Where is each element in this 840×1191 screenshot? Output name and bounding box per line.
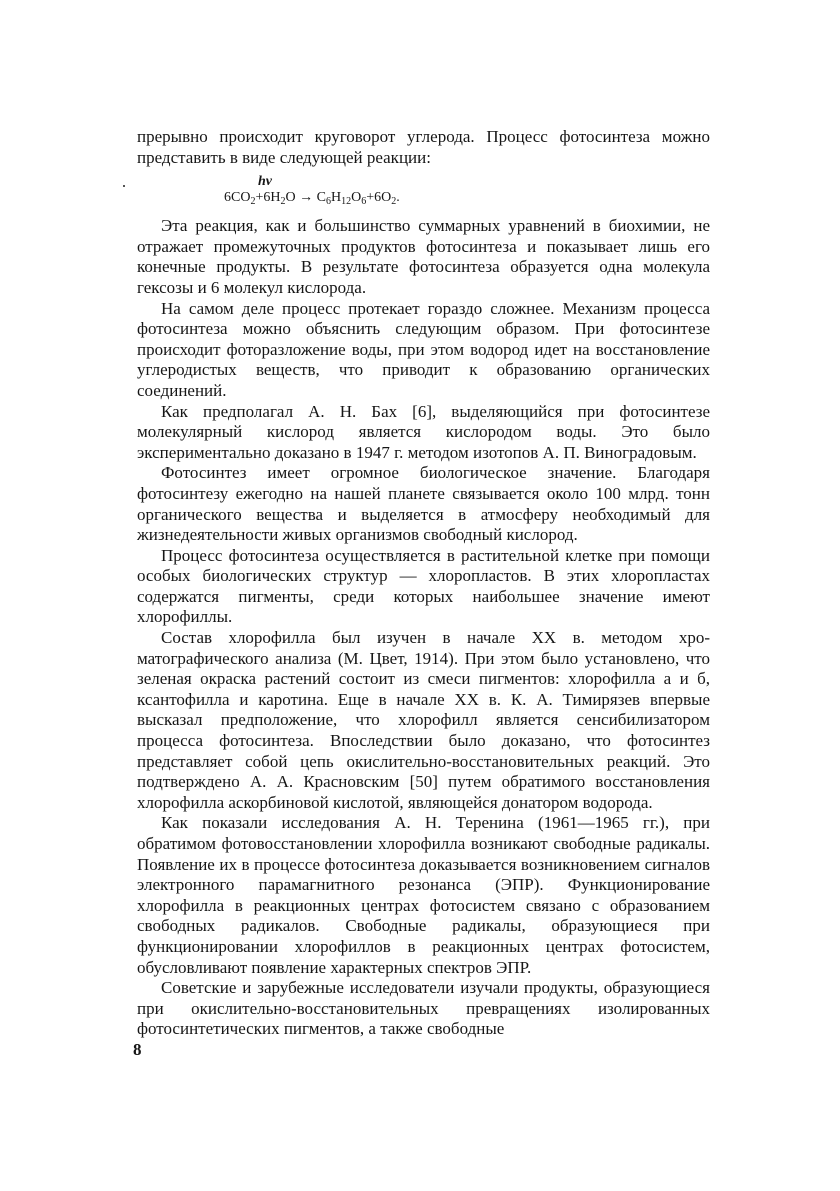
print-speck: [123, 185, 125, 187]
paragraph-2: Эта реакция, как и большинство суммарных уравнений в биохимии, не отражает промежуточных продуктов фотосинтеза и показывает лишь его конечные продукты. В результате фотосинтеза образуется одна молекула гексозы и 6 молекул кислорода.: [137, 216, 710, 297]
paragraph-5: Фотосинтез имеет огромное биологическое значение. Благодаря фотосинтезу ежегодно на нашей планете связывается около 100 млрд. тонн органического вещества и выделяется в атмосферу необходимый для жизнедеятельности живых организмов свободный кислород.: [137, 463, 710, 545]
paragraph-3: На самом деле процесс протекает гораздо сложнее. Механизм процесса фотосинтеза можно объяснить следующим образом. При фотосинтезе происходит фоторазложение воды, при этом водород идет на восстановление углеродистых веществ, что приводит к образованию органических соединений.: [137, 298, 710, 400]
photosynthesis-equation: [137, 170, 710, 210]
equation-catalyst: hv: [258, 174, 272, 190]
equation-arrow: →: [295, 190, 317, 206]
paragraph-7: Состав хлорофилла был изучен в начале XX в. методом хроматографического анализа (М. Цвет, 1914). При этом было установлено, что зеленая окраска растений состоит из смеси пигментов: хлорофилла а и б, ксантофилла и каротина. Еще в начале XX в. К. А. Тимирязев впервые высказал предположение, что хлорофилл является сенсибилизатором процесса фотосинтеза. Впоследствии было доказано, что фотосинтез представляет собой цепь окислительно-восстановительных реакций. Это подтверждено А. А. Красновским [50] путем обратимого восстановления хлорофилла аскорбиновой кислотой, являющейся донатором водорода.: [137, 628, 710, 812]
paragraph-8: Как показали исследования А. Н. Теренина (1961—1965 гг.), при обратимом фотовосстановлении хлорофилла возникают свободные радикалы. Появление их в процессе фотосинтеза доказывается возникновением сигналов электронного парамагнитного резонанса (ЭПР). Функционирование хлорофилла в реакционных центрах фотосистем связано с образованием свободных радикалов. Свободные радикалы, образующиеся при функционировании хлорофиллов в реакционных центрах фотосистем, обусловливают появление характерных спектров ЭПР.: [137, 813, 710, 977]
page-number: 8: [133, 1040, 142, 1059]
paragraph-9: Советские и зарубежные исследователи изучали продукты, образующиеся при окислительно-восстановительных превращениях изолированных фотосинтетических пигментов, а также свободные: [137, 978, 710, 1039]
page-body: [137, 127, 710, 1040]
equation-line: $6CO_2+6H_2O \to C_6H_{12}O_6+6O_2$.: [224, 190, 400, 208]
paragraph-6: Процесс фотосинтеза осуществляется в растительной клетке при помощи особых биологических структур — хлоропластов. В этих хлоропластах содержатся пигменты, среди которых наибольшее значение имеют хлорофиллы.: [137, 545, 710, 627]
paragraph-4: Как предполагал А. Н. Бах [6], выделяющийся при фотосинтезе молекулярный кислород является кислородом воды. Это было экспериментально доказано в 1947 г. методом изотопов А. П. Виноградовым.: [137, 401, 710, 462]
paragraph-1: прерывно происходит круговорот углерода. Процесс фотосинтеза можно представить в виде следующей реакции:: [137, 127, 710, 167]
